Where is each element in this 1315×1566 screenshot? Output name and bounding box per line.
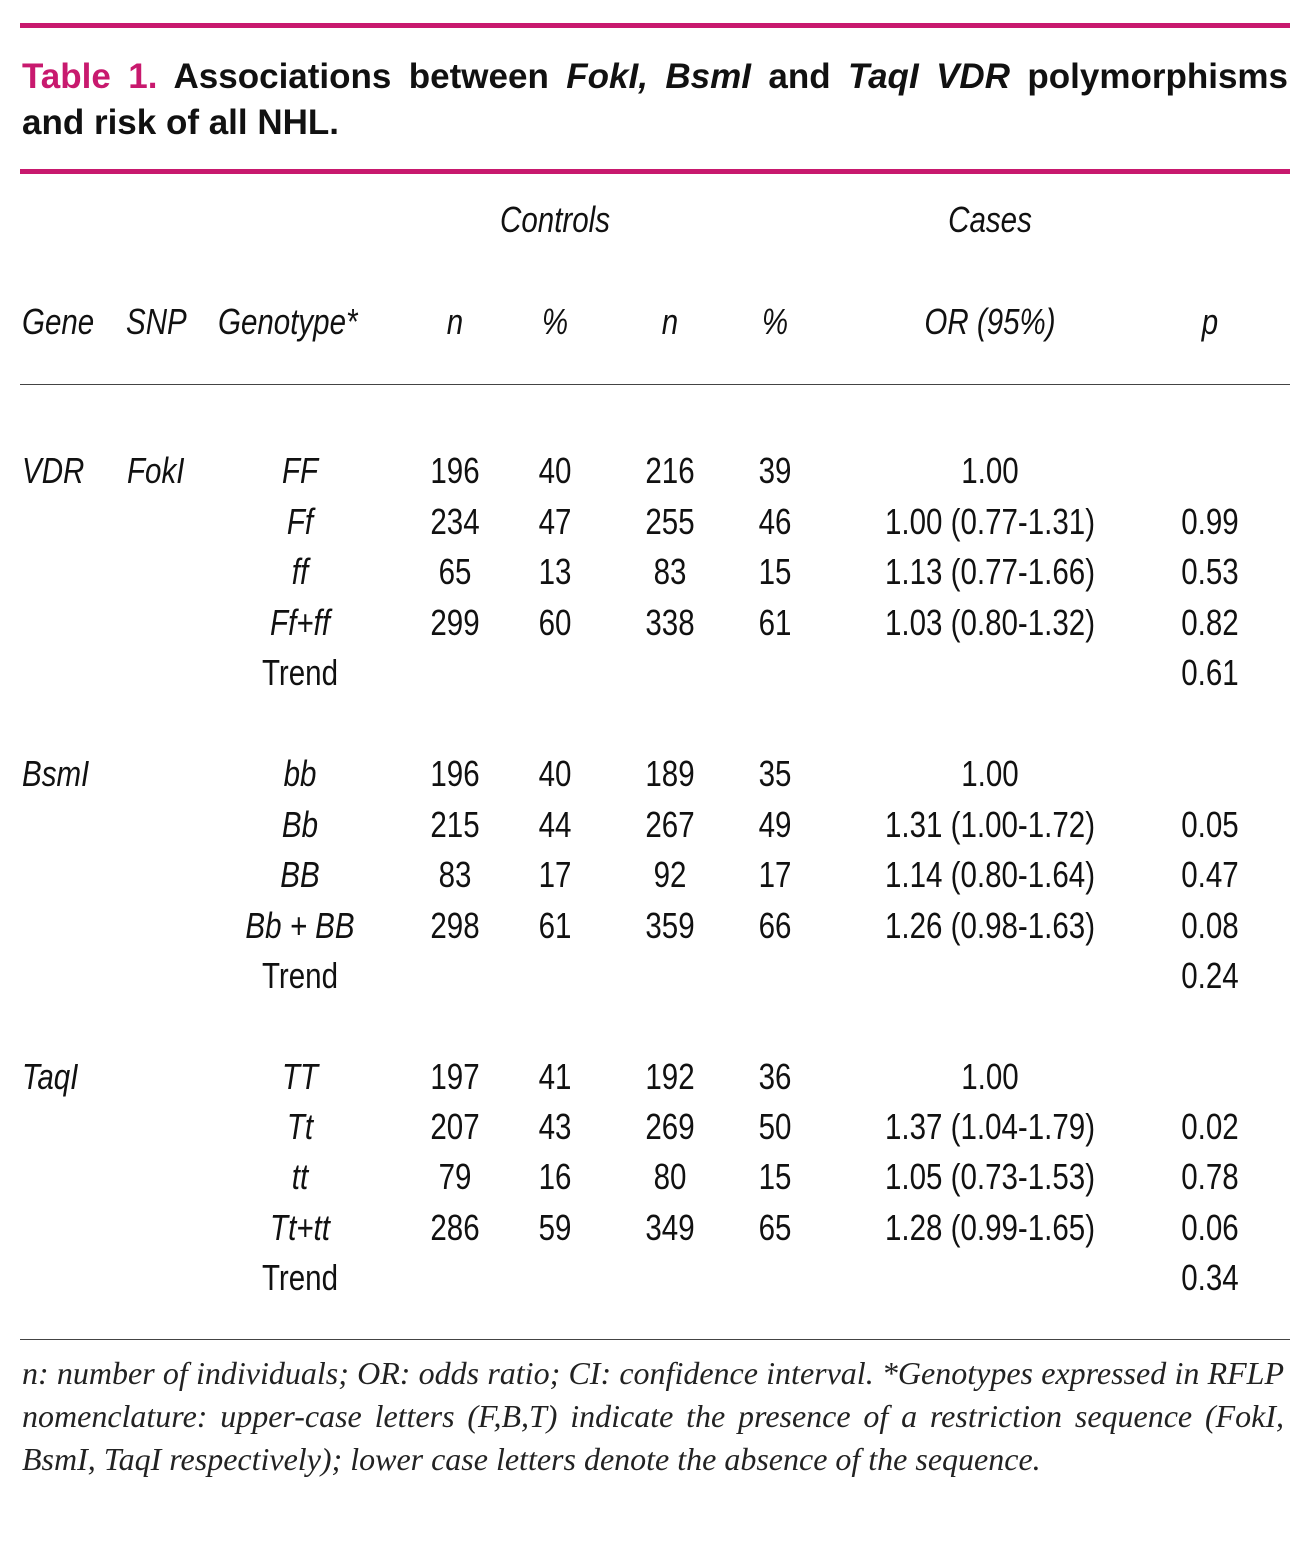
genotype-cell: Trend [261,1257,339,1298]
p-cell: 0.05 [1181,804,1239,845]
genotype-cell: TT [281,1056,319,1097]
cases-n-cell: 189 [645,753,695,794]
cases-n-cell: 359 [645,905,695,946]
header-rule [20,384,1290,385]
or-cell: 1.13 (0.77-1.66) [884,551,1096,592]
controls-n-cell: 215 [430,804,480,845]
genotype-cell: ff [291,551,309,592]
cases-pct-cell: 15 [758,1156,792,1197]
controls-n-cell: 196 [430,450,480,491]
genotype-cell: bb [283,753,317,794]
controls-pct-cell: 43 [538,1106,572,1147]
p-cell: 0.06 [1181,1207,1239,1248]
genotype-cell: Bb [281,804,319,845]
or-cell: 1.03 (0.80-1.32) [884,602,1096,643]
controls-pct-cell: 17 [538,854,572,895]
cases-n-cell: 267 [645,804,695,845]
cases-pct-cell: 36 [758,1056,792,1097]
or-cell: 1.05 (0.73-1.53) [884,1156,1096,1197]
cases-pct-cell: 49 [758,804,792,845]
controls-n-cell: 83 [438,854,472,895]
controls-n-cell: 197 [430,1056,480,1097]
cases-n-cell: 269 [645,1106,695,1147]
controls-n-cell: 286 [430,1207,480,1248]
cases-pct-cell: 46 [758,501,792,542]
genotype-cell: BB [280,854,320,895]
cases-pct-cell: 39 [758,450,792,491]
gene-cell: BsmI [22,753,90,794]
header-cases-pct: % [761,301,789,342]
controls-n-cell: 234 [430,501,480,542]
controls-n-cell: 65 [438,551,472,592]
p-cell: 0.78 [1181,1156,1239,1197]
top-rule [20,23,1290,28]
p-cell: 0.53 [1181,551,1239,592]
cases-n-cell: 83 [653,551,687,592]
p-cell: 0.34 [1181,1257,1239,1298]
p-cell: 0.08 [1181,905,1239,946]
p-cell: 0.61 [1181,652,1239,693]
p-cell: 0.82 [1181,602,1239,643]
cases-pct-cell: 15 [758,551,792,592]
header-cases-n: n [661,301,679,342]
p-cell: 0.47 [1181,854,1239,895]
cases-n-cell: 216 [645,450,695,491]
header-cases: Cases [948,199,1032,240]
controls-pct-cell: 41 [538,1056,572,1097]
header-snp: SNP [126,301,187,342]
genotype-cell: Ff+ff [270,602,330,643]
genotype-cell: Ff [286,501,314,542]
footer-rule [20,1339,1290,1340]
table-label: Table 1. [22,57,158,96]
cases-n-cell: 255 [645,501,695,542]
header-controls: Controls [500,199,610,240]
controls-pct-cell: 13 [538,551,572,592]
genotype-cell: FF [281,450,319,491]
controls-pct-cell: 40 [538,450,572,491]
caption-rule [20,169,1290,174]
table-caption: Table 1. Associations between FokI, BsmI and TaqI VDR polymorphisms and risk of all NHL. [22,57,1288,142]
or-cell: 1.28 (0.99-1.65) [884,1207,1096,1248]
or-cell: 1.26 (0.98-1.63) [884,905,1096,946]
header-genotype: Genotype* [218,301,358,342]
cases-n-cell: 192 [645,1056,695,1097]
or-cell: 1.31 (1.00-1.72) [884,804,1096,845]
header-controls-pct: % [541,301,569,342]
gene-cell: TaqI [22,1056,79,1097]
controls-n-cell: 298 [430,905,480,946]
controls-n-cell: 79 [438,1156,472,1197]
cases-n-cell: 80 [653,1156,687,1197]
or-cell: 1.14 (0.80-1.64) [884,854,1096,895]
genotype-cell: Bb + BB [245,905,355,946]
cases-pct-cell: 35 [758,753,792,794]
p-cell: 0.24 [1181,955,1239,996]
genotype-cell: Trend [261,652,339,693]
p-cell: 0.99 [1181,501,1239,542]
or-cell: 1.00 [961,753,1019,794]
table-footnote: n: number of individuals; OR: odds ratio; CI: confidence interval. *Genotypes expressed in RFLP nomenclature: upper-case letters (F,B,T) indicate the presence of a restriction sequence (FokI, BsmI, TaqI respectively); lower case letters denote the absence of the sequence. [22,1355,1284,1477]
header-or: OR (95%) [924,301,1056,342]
cases-pct-cell: 50 [758,1106,792,1147]
cases-pct-cell: 17 [758,854,792,895]
controls-pct-cell: 60 [538,602,572,643]
snp-cell: FokI [127,450,185,491]
cases-pct-cell: 65 [758,1207,792,1248]
cases-pct-cell: 61 [758,602,792,643]
header-gene: Gene [22,301,95,342]
controls-pct-cell: 44 [538,804,572,845]
controls-pct-cell: 59 [538,1207,572,1248]
header-controls-n: n [446,301,464,342]
genotype-cell: Tt+tt [270,1207,330,1248]
p-cell: 0.02 [1181,1106,1239,1147]
genotype-cell: tt [291,1156,309,1197]
cases-n-cell: 92 [653,854,687,895]
controls-pct-cell: 16 [538,1156,572,1197]
or-cell: 1.00 [961,450,1019,491]
cases-n-cell: 349 [645,1207,695,1248]
controls-n-cell: 207 [430,1106,480,1147]
controls-pct-cell: 40 [538,753,572,794]
controls-n-cell: 299 [430,602,480,643]
or-cell: 1.37 (1.04-1.79) [884,1106,1096,1147]
genotype-cell: Trend [261,955,339,996]
genotype-cell: Tt [286,1106,314,1147]
controls-pct-cell: 61 [538,905,572,946]
controls-pct-cell: 47 [538,501,572,542]
controls-n-cell: 196 [430,753,480,794]
header-p: p [1201,301,1219,342]
or-cell: 1.00 (0.77-1.31) [884,501,1096,542]
cases-pct-cell: 66 [758,905,792,946]
gene-cell: VDR [22,450,85,491]
cases-n-cell: 338 [645,602,695,643]
or-cell: 1.00 [961,1056,1019,1097]
